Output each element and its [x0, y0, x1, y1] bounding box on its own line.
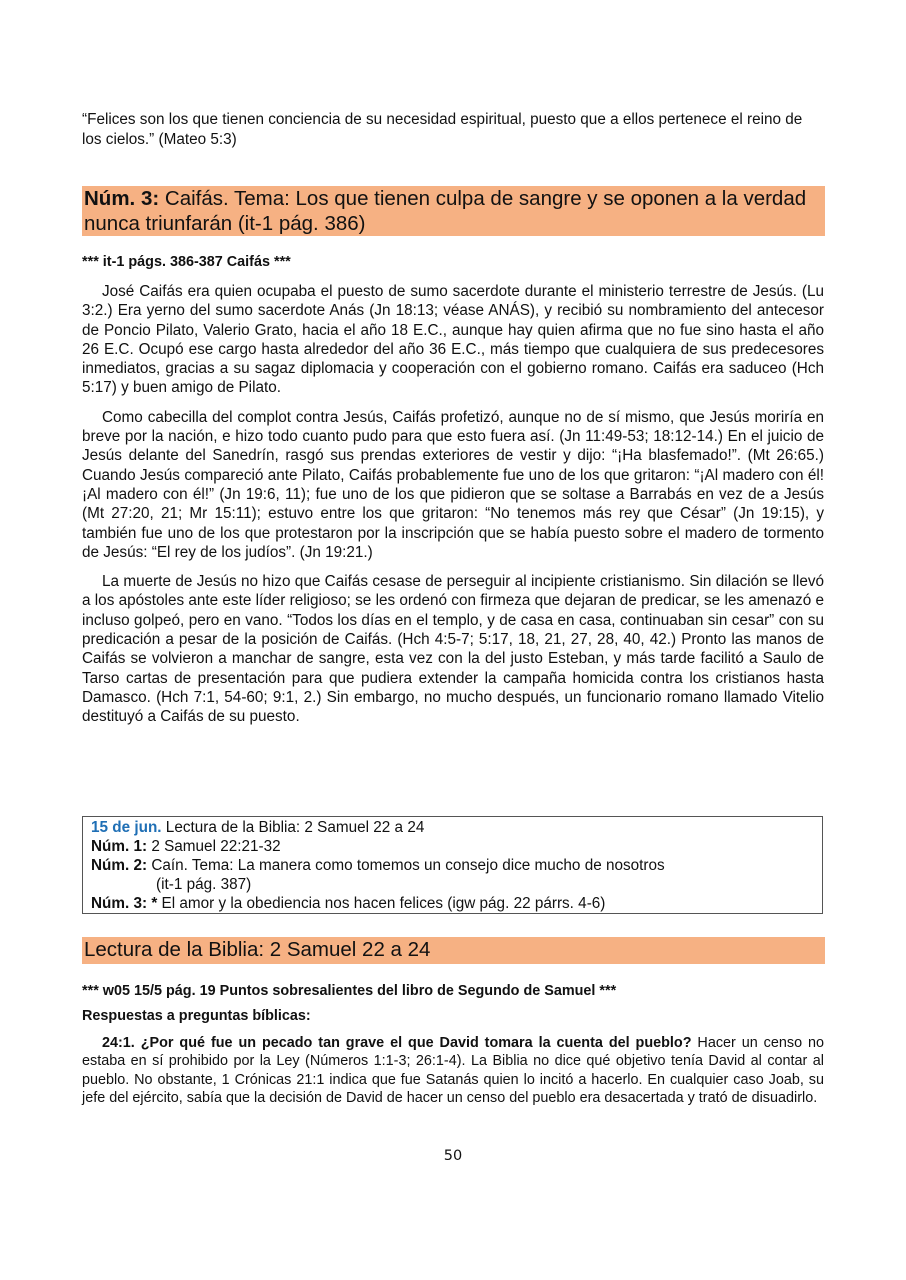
paragraph-1: José Caifás era quien ocupaba el puesto de sumo sacerdote durante el ministerio terrestre de Jesús. (Lu 3:2.) Era yerno del sumo sacerdote Anás (Jn 18:13; véase ANÁS), y recibió su nombramiento del antecesor de Poncio Pilato, Valerio Grato, hacia el año 18 E.C., aunque hay quien afirma que no fue sino hasta el año 26 E.C. Ocupó ese cargo hasta alrededor del año 36 E.C., más tiempo que cualquiera de sus predecesores inmediatos, gracias a su sagaz diplomacia y cooperación con el gobierno romano. Caifás era saduceo (Hch 5:17) y buen amigo de Pilato. [82, 283, 824, 397]
num3-text: El amor y la obediencia nos hacen felices (igw pág. 22 párrs. 4-6) [157, 895, 606, 912]
schedule-num1-row [91, 837, 814, 856]
num1-text: 2 Samuel 22:21-32 [147, 838, 281, 855]
weekly-schedule-box [82, 816, 823, 914]
qa-subheading: Respuestas a preguntas bíblicas: [82, 1008, 311, 1024]
num1-label: Núm. 1: [91, 838, 148, 855]
schedule-num3-row [91, 894, 814, 913]
schedule-num2-cont: (it-1 pág. 387) [156, 876, 252, 893]
num2-label: Núm. 2: [91, 857, 148, 874]
qa-question: 24:1. ¿Por qué fue un pecado tan grave el que David tomara la cuenta del pueblo? [102, 1035, 692, 1051]
page-number: 50 [443, 1148, 463, 1164]
schedule-date: 15 de jun. [91, 819, 162, 836]
num2-text: Caín. Tema: La manera como tomemos un consejo dice mucho de nosotros [147, 857, 665, 874]
qa-paragraph [82, 1034, 824, 1107]
reference-it1: *** it-1 págs. 386-387 Caifás *** [82, 254, 291, 270]
schedule-num2-row [91, 856, 814, 875]
opening-quote: “Felices son los que tienen conciencia de su necesidad espiritual, puesto que a ellos pertenece el reino de los cielos.” (Mateo 5:3) [82, 111, 803, 148]
schedule-reading: Lectura de la Biblia: 2 Samuel 22 a 24 [161, 819, 425, 836]
section-heading-bible-reading: Lectura de la Biblia: 2 Samuel 22 a 24 [82, 937, 825, 964]
heading-number: Núm. 3: [84, 187, 160, 210]
qa-answer: Hacer un censo no estaba en sí prohibido por la Ley (Números 1:1-3; 26:1-4). La Biblia no dice qué objetivo tenía David al contar al pueblo. No obstante, 1 Crónicas 21:1 indica que fue Satanás quien lo incitó a hacerlo. En cualquier caso Joab, su jefe del ejército, sabía que la decisión de David de hacer un censo del pueblo era desacertada y trató de disuadirlo. [82, 1035, 825, 1106]
heading-title: Caifás. Tema: Los que tienen culpa de sangre y se oponen a la verdad nunca triunfarán (it-1 pág. 386) [84, 187, 807, 235]
article-body [82, 282, 824, 727]
reference-w05: *** w05 15/5 pág. 19 Puntos sobresalientes del libro de Segundo de Samuel *** [82, 983, 617, 999]
paragraph-2: Como cabecilla del complot contra Jesús, Caifás profetizó, aunque no de sí mismo, que Jesús moriría en breve por la nación, e hizo todo cuanto pudo para que esto fuera así. (Jn 11:49-53; 18:12-14.) En el juicio de Jesús delante del Sanedrín, rasgó sus prendas exteriores de vestir y dijo: “¡Ha blasfemado!”. (Mt 26:65.) Cuando Jesús compareció ante Pilato, Caifás probablemente fue uno de los que gritaron: “¡Al madero con él! ¡Al madero con él!” (Jn 19:6, 11); fue uno de los que pidieron que se soltase a Barrabás en vez de a Jesús (Mt 27:20, 21; Mr 15:11); estuvo entre los que gritaron: “No tenemos más rey que César” (Jn 19:15), y también fue uno de los que protestaron por la inscripción que se había puesto sobre el madero de tormento de Jesús: “El rey de los judíos”. (Jn 19:21.) [82, 408, 824, 561]
section-heading-num3 [82, 186, 825, 236]
num3-label: Núm. 3: * [91, 895, 158, 912]
schedule-date-row [91, 818, 814, 837]
qa-body [82, 1034, 824, 1107]
paragraph-3: La muerte de Jesús no hizo que Caifás cesase de perseguir al incipiente cristianismo. Sin dilación se llevó a los apóstoles ante este líder religioso; se les ordenó con firmeza que dejaran de predicar, se les amenazó e incluso golpeó, pero en vano. “Todos los días en el templo, y de casa en casa, continuaban sin cesar” con su predicación a pesar de la posición de Caifás. (Hch 4:5-7; 5:17, 18, 21, 27, 28, 40, 42.) Pronto las manos de Caifás se volvieron a manchar de sangre, esta vez con la del justo Esteban, y más tarde facilitó a Saulo de Tarso cartas de presentación para que pudiera extender la campaña homicida contra los cristianos hasta Damasco. (Hch 7:1, 54-60; 9:1, 2.) Sin embargo, no mucho después, un funcionario romano llamado Vitelio destituyó a Caifás de su puesto. [82, 573, 824, 726]
